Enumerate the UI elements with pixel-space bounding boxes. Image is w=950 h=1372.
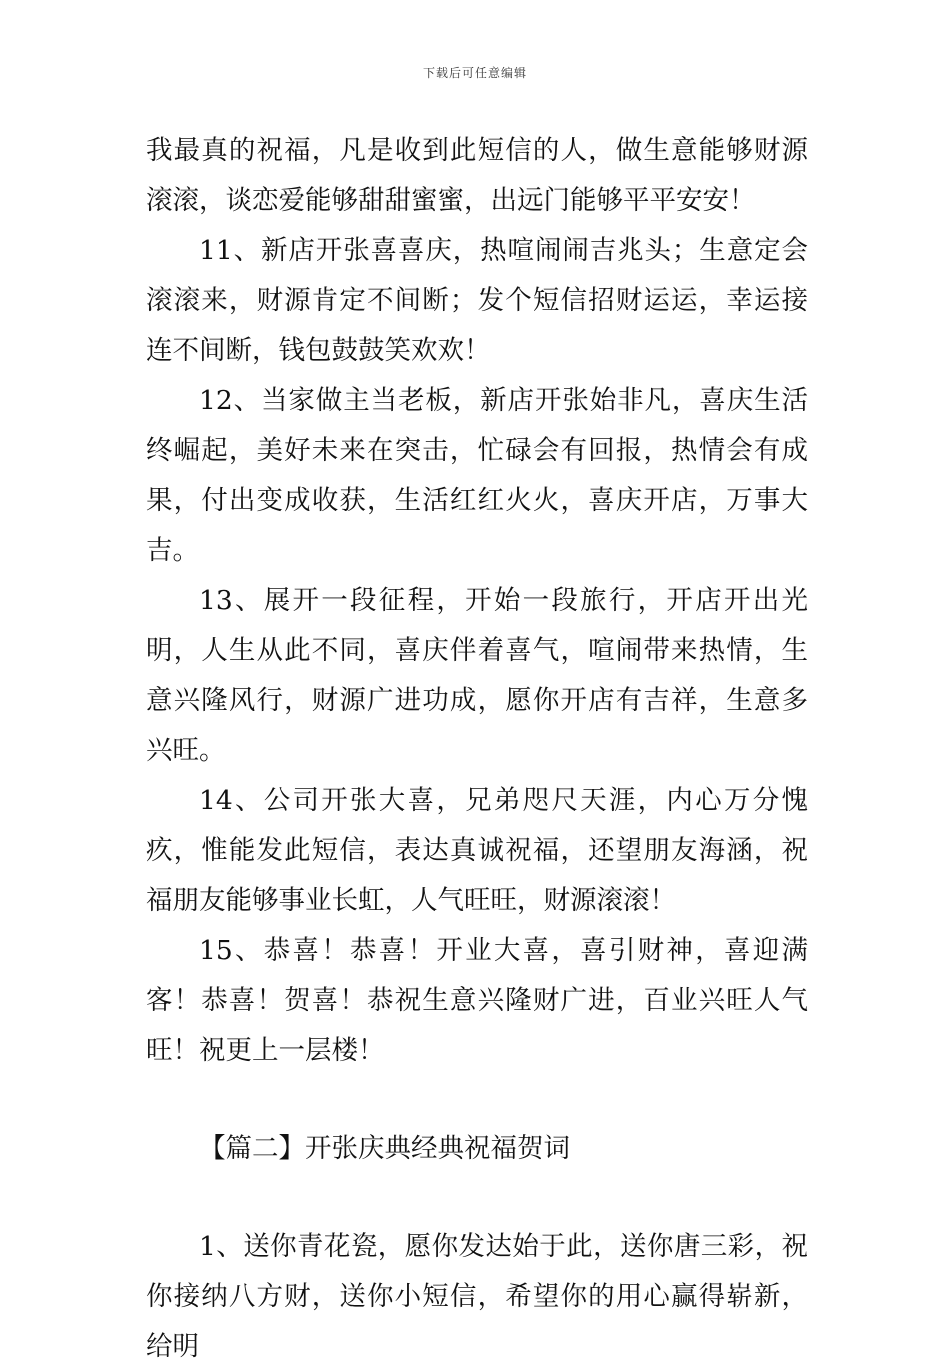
- paragraph-item-14: 14、公司开张大喜，兄弟咫尺天涯，内心万分愧疚，惟能发此短信，表达真诚祝福，还望朋友海涵，祝福朋友能够事业长虹，人气旺旺，财源滚滚！: [146, 785, 808, 916]
- paragraph-item-15: 15、恭喜！恭喜！开业大喜，喜引财神，喜迎满客！恭喜！贺喜！恭祝生意兴隆财广进，百业兴旺人气旺！祝更上一层楼！: [146, 935, 808, 1066]
- document-body: [146, 126, 808, 1372]
- paragraph-item-11: 11、新店开张喜喜庆，热喧闹闹吉兆头；生意定会滚滚来，财源肯定不间断；发个短信招财运运，幸运接连不间断，钱包鼓鼓笑欢欢！: [146, 235, 808, 366]
- page-header: 下载后可任意编辑: [422, 66, 527, 80]
- paragraph-item-12: 12、当家做主当老板，新店开张始非凡，喜庆生活终崛起，美好未来在突击，忙碌会有回报，热情会有成果，付出变成收获，生活红红火火，喜庆开店，万事大吉。: [146, 385, 808, 566]
- section-title: 【篇二】开张庆典经典祝福贺词: [199, 1133, 570, 1164]
- paragraph-item-1: 1、送你青花瓷，愿你发达始于此，送你唐三彩，祝你接纳八方财，送你小短信，希望你的用心赢得崭新，给明: [146, 1231, 808, 1362]
- paragraph-item-13: 13、展开一段征程，开始一段旅行，开店开出光明，人生从此不同，喜庆伴着喜气，喧闹带来热情，生意兴隆风行，财源广进功成，愿你开店有吉祥，生意多兴旺。: [146, 585, 808, 766]
- paragraph-blessing-intro: 我最真的祝福，凡是收到此短信的人，做生意能够财源滚滚，谈恋爱能够甜甜蜜蜜，出远门能够平平安安！: [146, 135, 808, 216]
